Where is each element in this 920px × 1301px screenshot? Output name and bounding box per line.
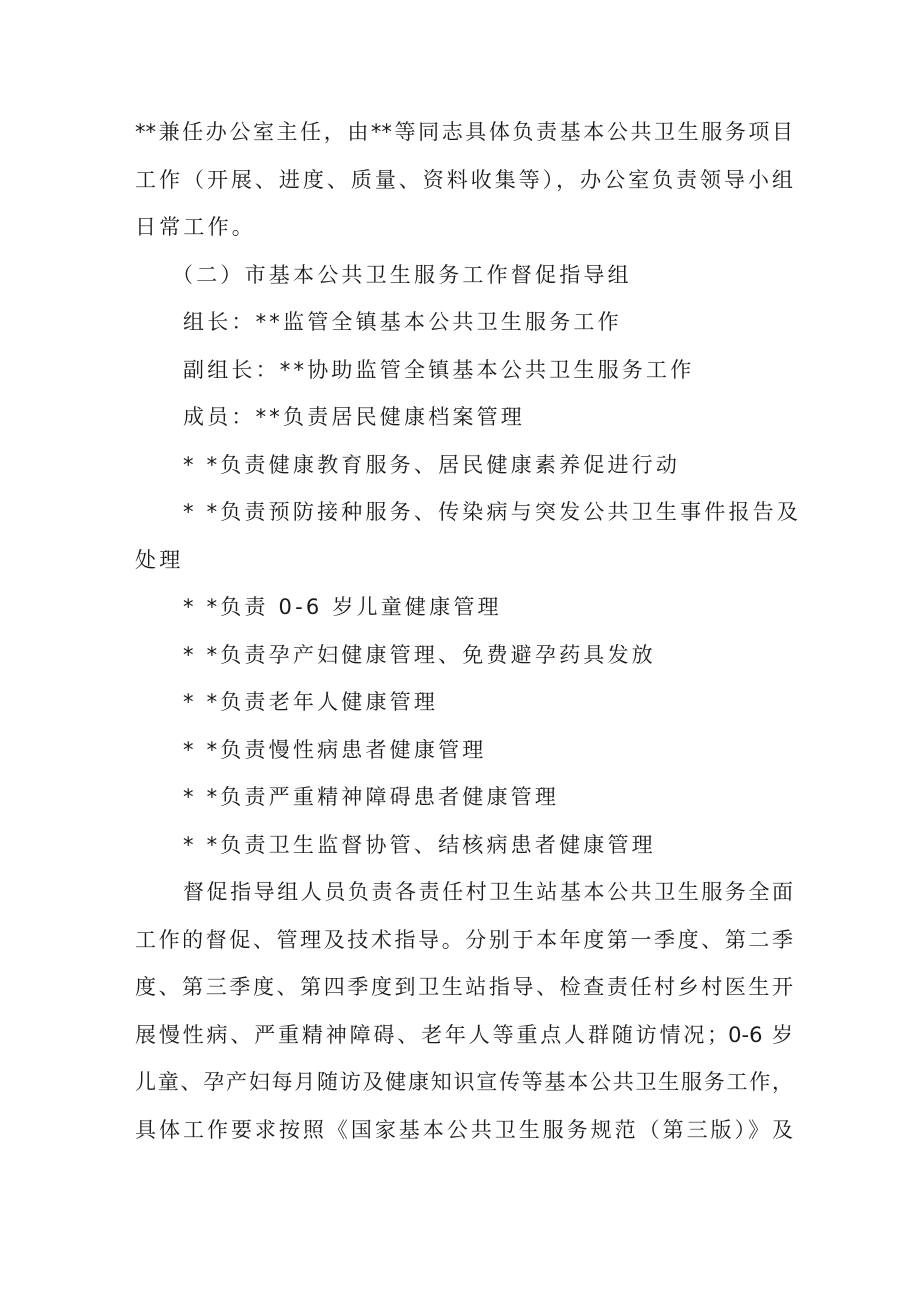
group-leader-line: 组长：**监管全镇基本公共卫生服务工作 [183,310,622,334]
member-line: * *负责健康教育服务、居民健康素养促进行动 [183,453,681,477]
paragraph-line: 儿童、孕产妇每月随访及健康知识宣传等基本公共卫生服务工作， [135,1070,793,1094]
deputy-leader-line: 副组长：**协助监管全镇基本公共卫生服务工作 [183,358,695,382]
paragraph-line: **兼任办公室主任，由**等同志具体负责基本公共卫生服务项目 [135,120,793,144]
paragraph-line: 展慢性病、严重精神障碍、老年人等重点人群随访情况；0-6 岁 [135,1023,793,1047]
member-line: * *负责慢性病患者健康管理 [183,738,487,762]
section-heading: （二）市基本公共卫生服务工作督促指导组 [172,263,632,287]
paragraph-line: 日常工作。 [135,215,256,239]
paragraph-line: 督促指导组人员负责各责任村卫生站基本公共卫生服务全面 [183,880,793,904]
member-line: * *负责预防接种服务、传染病与突发公共卫生事件报告及 [183,500,802,524]
member-line: * *负责卫生监督协管、结核病患者健康管理 [183,833,656,857]
member-line-continued: 处理 [135,548,184,572]
member-line: 成员：**负责居民健康档案管理 [183,405,525,429]
member-line: * *负责 0-6 岁儿童健康管理 [183,595,502,619]
paragraph-line: 具体工作要求按照《国家基本公共卫生服务规范（第三版）》及 [135,1118,793,1142]
paragraph-line: 工作（开展、进度、质量、资料收集等），办公室负责领导小组 [135,168,793,192]
member-line: * *负责老年人健康管理 [183,690,439,714]
member-line: * *负责严重精神障碍患者健康管理 [183,785,560,809]
paragraph-line: 度、第三季度、第四季度到卫生站指导、检查责任村乡村医生开 [135,975,793,999]
paragraph-line: 工作的督促、管理及技术指导。分别于本年度第一季度、第二季 [135,928,793,952]
member-line: * *负责孕产妇健康管理、免费避孕药具发放 [183,643,656,667]
